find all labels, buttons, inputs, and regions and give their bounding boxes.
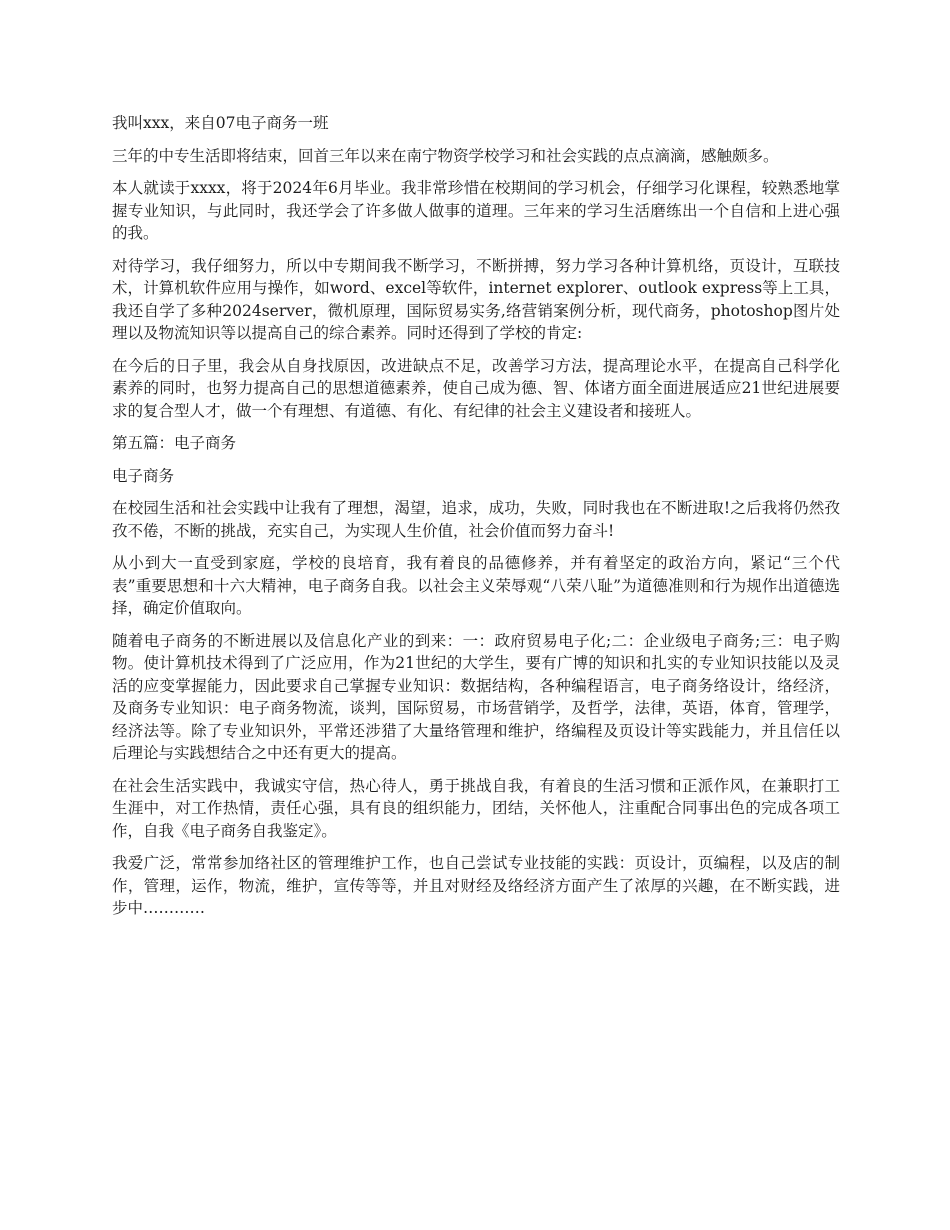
paragraph: 在今后的日子里，我会从自身找原因，改进缺点不足，改善学习方法，提高理论水平，在提高自己科学化素养的同时，也努力提高自己的思想道德素养，使自己成为德、智、体诸方面全面进展适应21世纪进展要求的复合型人才，做一个有理想、有道德、有化、有纪律的社会主义建设者和接班人。: [112, 356, 840, 420]
paragraph: 三年的中专生活即将结束，回首三年以来在南宁物资学校学习和社会实践的点点滴滴，感触颇多。: [112, 146, 779, 165]
intro-line: 我叫xxx，来自07电子商务一班: [112, 114, 329, 132]
section-title: 电子商务: [112, 466, 175, 485]
document-page: [112, 112, 840, 920]
paragraph: 从小到大一直受到家庭，学校的良培育，我有着良的品德修养，并有着坚定的政治方向，紧记“三个代表”重要思想和十六大精神，电子商务自我。以社会主义荣辱观“八荣八耻”为道德准则和行为规作出道德选择，确定价值取向。: [112, 554, 840, 617]
paragraph: 我爱广泛，常常参加络社区的管理维护工作，也自己尝试专业技能的实践：页设计，页编程，以及店的制作，管理，运作，物流，维护，宣传等等，并且对财经及络经济方面产生了浓厚的兴趣，在不断实践，进步中…………: [112, 854, 840, 917]
paragraph: 对待学习，我仔细努力，所以中专期间我不断学习，不断拼搏，努力学习各种计算机络，页设计，互联技术，计算机软件应用与操作，如word、excel等软件，internet explorer、outlook express等上工具，我还自学了多种2024server，微机原理，国际贸易实务,络营销案例分析，现代商务，photoshop图片处理以及物流知识等以提高自己的综合素养。同时还得到了学校的肯定:: [112, 256, 840, 342]
section-heading: 第五篇：电子商务: [112, 434, 237, 452]
paragraph: 在社会生活实践中，我诚实守信，热心待人，勇于挑战自我，有着良的生活习惯和正派作风，在兼职打工生涯中，对工作热情，责任心强，具有良的组织能力，团结，关怀他人，注重配合同事出色的完成各项工作，自我《电子商务自我鉴定》。: [112, 776, 840, 840]
paragraph: 随着电子商务的不断进展以及信息化产业的到来：一：政府贸易电子化;二：企业级电子商务;三：电子购物。使计算机技术得到了广泛应用，作为21世纪的大学生，要有广博的知识和扎实的专业知识技能以及灵活的应变掌握能力，因此要求自己掌握专业知识：数据结构，各种编程语言，电子商务络设计，络经济，及商务专业知识：电子商务物流，谈判，国际贸易，市场营销学，及哲学，法律，英语，体育，管理学，经济法等。除了专业知识外，平常还涉猎了大量络管理和维护，络编程及页设计等实践能力，并且信任以后理论与实践想结合之中还有更大的提高。: [112, 631, 840, 762]
paragraph: 在校园生活和社会实践中让我有了理想，渴望，追求，成功，失败，同时我也在不断进取!之后我将仍然孜孜不倦，不断的挑战，充实自己，为实现人生价值，社会价值而努力奋斗!: [112, 499, 840, 540]
paragraph: 本人就读于xxxx，将于2024年6月毕业。我非常珍惜在校期间的学习机会，仔细学习化课程，较熟悉地掌握专业知识，与此同时，我还学会了许多做人做事的道理。三年来的学习生活磨练出一个自信和上进心强的我。: [112, 179, 840, 242]
